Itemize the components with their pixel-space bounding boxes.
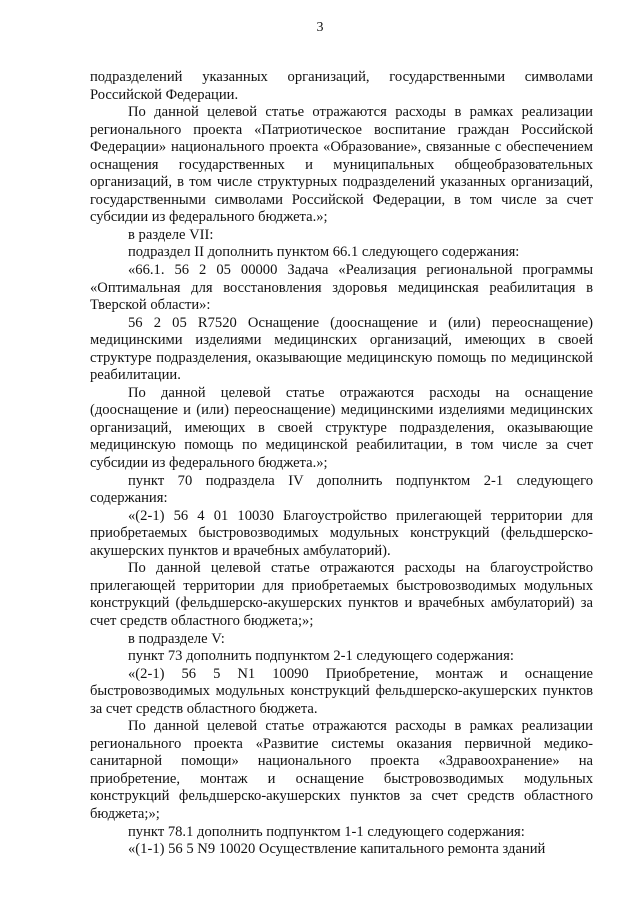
paragraph: пункт 73 дополнить подпунктом 2-1 следующего содержания:: [128, 648, 514, 665]
page-number: 3: [316, 20, 324, 35]
paragraph: По данной целевой статье отражаются расходы на оснащение (дооснащение и (или) переоснащение) медицинскими изделиями медицинских организаций, имеющих в своей структуре подразделения, оказывающие медицинскую помощь по медицинской реабилитации, в том числе за счет субсидии из федерального бюджета.»;: [90, 384, 593, 472]
document-body: [90, 69, 593, 859]
paragraph: в разделе VII:: [128, 226, 214, 243]
paragraph: 56 2 05 R7520 Оснащение (дооснащение и (или) переоснащение) медицинскими изделиями медицинских организаций, имеющих в своей структуре подразделения, оказывающие медицинскую помощь по медицинской реабилитации.: [90, 314, 593, 384]
paragraph: «66.1. 56 2 05 00000 Задача «Реализация региональной программы «Оптимальная для восстановления здоровья медицинская реабилитация в Тверской области»:: [90, 262, 593, 314]
paragraph: подраздел II дополнить пунктом 66.1 следующего содержания:: [128, 244, 520, 261]
paragraph: По данной целевой статье отражаются расходы в рамках реализации регионального проекта «Развитие системы оказания первичной медико-санитарной помощи» национального проекта «Здравоохранение» на приобретение, монтаж и оснащение быстровозводимых модульных конструкций фельдшерско-акушерских пунктов за счет средств областного бюджета;»;: [90, 718, 593, 822]
paragraph: пункт 70 подраздела IV дополнить подпунктом 2-1 следующего содержания:: [90, 472, 593, 507]
paragraph: подразделений указанных организаций, государственными символами Российской Федерации.: [90, 69, 593, 103]
paragraph: пункт 78.1 дополнить подпунктом 1-1 следующего содержания:: [128, 823, 525, 840]
paragraph: «(1-1) 56 5 N9 10020 Осуществление капитального ремонта зданий: [128, 841, 546, 858]
paragraph: По данной целевой статье отражаются расходы на благоустройство прилегающей территории для приобретаемых быстровозводимых модульных конструкций (фельдшерско-акушерских пунктов и врачебных амбулаторий) за счет средств областного бюджета;»;: [90, 560, 593, 629]
paragraph: По данной целевой статье отражаются расходы в рамках реализации регионального проекта «Патриотическое воспитание граждан Российской Федерации» национального проекта «Образование», связанные с обеспечением оснащения государственных и муниципальных общеобразовательных организаций, в том числе структурных подразделений указанных организаций, государственными символами Российской Федерации, в том числе за счет субсидии из федерального бюджета.»;: [90, 104, 593, 226]
paragraph: «(2-1) 56 4 01 10030 Благоустройство прилегающей территории для приобретаемых быстровозводимых модульных конструкций (фельдшерско-акушерских пунктов и врачебных амбулаторий).: [90, 507, 593, 559]
paragraph: в подразделе V:: [128, 630, 225, 647]
paragraph: «(2-1) 56 5 N1 10090 Приобретение, монтаж и оснащение быстровозводимых модульных конструкций фельдшерско-акушерских пунктов за счет средств областного бюджета.: [90, 665, 593, 717]
